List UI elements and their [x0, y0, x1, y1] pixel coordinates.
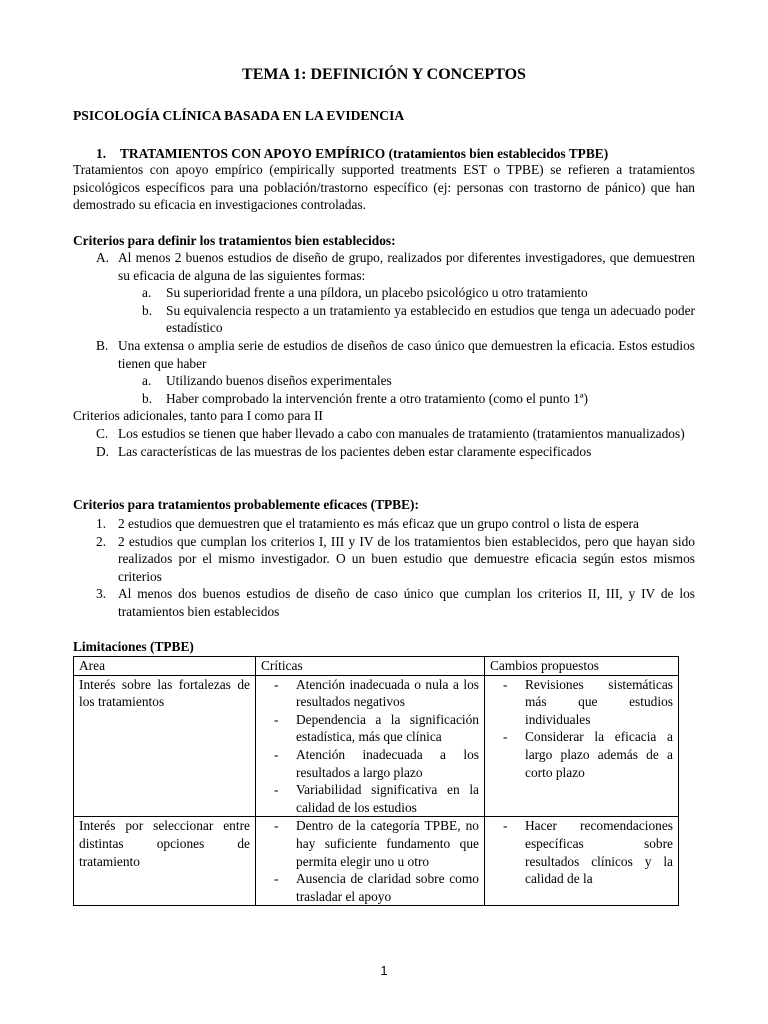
bullet-item	[261, 746, 479, 781]
list-item	[73, 337, 695, 372]
bullet-item	[261, 676, 479, 711]
list-item-text: Utilizando buenos diseños experimentales	[166, 373, 392, 389]
list-marker: a.	[142, 373, 152, 389]
list-item-text: Haber comprobado la intervención frente a otro tratamiento (como el punto 1ª)	[166, 390, 588, 406]
subsection-heading-text: TRATAMIENTOS CON APOYO EMPÍRICO (tratamientos bien establecidos TPBE)	[120, 146, 609, 161]
additional-criteria-label: Criterios adicionales, tanto para I como para II	[73, 408, 323, 424]
list-marker: B.	[96, 337, 109, 353]
bullet-text: Atención inadecuada a los resultados a largo plazo	[296, 746, 479, 780]
bullet-item	[490, 676, 673, 729]
list-marker: D.	[96, 443, 110, 459]
limitations-heading: Limitaciones (TPBE)	[73, 639, 194, 654]
dash-bullet: -	[274, 818, 279, 834]
list-marker: b.	[142, 390, 153, 406]
column-header-cambios: Cambios propuestos	[485, 657, 679, 676]
bullet-text: Ausencia de claridad sobre como trasladar el apoyo	[296, 871, 479, 904]
dash-bullet: -	[274, 746, 279, 762]
list-item	[73, 515, 695, 533]
bullet-text: Revisiones sistemáticas más que estudios individuales	[525, 676, 673, 727]
list-item-text: Al menos 2 buenos estudios de diseño de grupo, realizados por diferentes investigadores, que demuestren su eficacia de alguna de las siguientes formas:	[118, 250, 695, 283]
list-item	[73, 249, 695, 284]
intro-paragraph: Tratamientos con apoyo empírico (empirically supported treatments EST o TPBE) se refieren a tratamientos psicológicos específicos para una población/trastorno específico (ej: personas con trastorno de pánico) que han demostrado su eficacia en investigaciones controladas.	[73, 162, 695, 213]
table-cell-criticas	[256, 675, 485, 817]
bullet-item	[261, 817, 479, 870]
list-item-text: Su equivalencia respecto a un tratamiento ya establecido en estudios que tenga un adecuado poder estadístico	[166, 302, 695, 336]
list-item	[73, 443, 695, 461]
dash-bullet: -	[503, 818, 508, 834]
table-cell-cambios	[485, 675, 679, 817]
dash-bullet: -	[274, 676, 279, 692]
sub-item	[73, 372, 695, 390]
limitations-table	[73, 656, 679, 906]
criteria-probable-heading: Criterios para tratamientos probablemente eficaces (TPBE):	[73, 497, 419, 512]
list-marker: b.	[142, 302, 153, 318]
list-marker: a.	[142, 285, 152, 301]
list-item-text: Las características de las muestras de los pacientes deben estar claramente especificados	[118, 443, 592, 459]
list-item	[73, 585, 695, 620]
list-marker: C.	[96, 425, 109, 441]
list-item-text: 2 estudios que demuestren que el tratamiento es más eficaz que un grupo control o lista de espera	[118, 516, 639, 531]
list-item-text: Al menos dos buenos estudios de diseño de caso único que cumplan los criterios II, III, y IV de los tratamientos bien establecidos	[118, 586, 695, 619]
list-item-text: Los estudios se tienen que haber llevado a cabo con manuales de tratamiento (tratamientos manualizados)	[118, 425, 685, 441]
bullet-text: Hacer recomendaciones específicas sobre resultados clínicos y la calidad de la	[525, 818, 673, 887]
bullet-text: Considerar la eficacia a largo plazo además de a corto plazo	[525, 729, 673, 780]
table-row	[74, 675, 679, 817]
sub-item	[73, 284, 695, 302]
bullet-text: Dentro de la categoría TPBE, no hay suficiente fundamento que permita elegir uno u otro	[296, 818, 479, 869]
criteria-established-heading: Criterios para definir los tratamientos bien establecidos:	[73, 233, 396, 248]
list-marker: 2.	[96, 533, 107, 549]
table-cell-criticas	[256, 817, 485, 906]
column-header-area: Area	[74, 657, 256, 676]
list-item-text: Una extensa o amplia serie de estudios de diseños de caso único que demuestren la eficacia. Estos estudios tienen que haber	[118, 337, 695, 371]
column-header-criticas: Críticas	[256, 657, 485, 676]
table-header-row	[74, 657, 679, 676]
list-item-text: 2 estudios que cumplan los criterios I, III y IV de los tratamientos bien establecidos, pero que hayan sido realizados por el mismo investigador. O un buen estudio que demuestre eficacia según estos mismos criterios	[118, 533, 695, 584]
list-item	[73, 425, 695, 443]
dash-bullet: -	[274, 711, 279, 727]
table-row	[74, 817, 679, 906]
bullet-text: Atención inadecuada o nula a los resultados negativos	[296, 676, 479, 710]
list-item-text: Su superioridad frente a una píldora, un placebo psicológico u otro tratamiento	[166, 285, 588, 301]
dash-bullet: -	[274, 871, 279, 887]
table-cell-cambios	[485, 817, 679, 906]
bullet-text: Variabilidad significativa en la calidad de los estudios	[296, 782, 479, 815]
dash-bullet: -	[503, 676, 508, 692]
subsection-number: 1.	[96, 146, 107, 161]
page-number: 1	[380, 963, 388, 978]
subsection-heading	[96, 145, 608, 163]
bullet-item	[261, 781, 479, 816]
sub-item	[73, 390, 695, 408]
document-title: TEMA 1: DEFINICIÓN Y CONCEPTOS	[242, 66, 526, 83]
criteria-established-list	[73, 249, 695, 460]
list-item	[73, 533, 695, 586]
criteria-probable-list	[73, 515, 695, 621]
bullet-item	[490, 728, 673, 781]
table-cell-area: Interés por seleccionar entre distintas opciones de tratamiento	[74, 817, 256, 906]
dash-bullet: -	[503, 729, 508, 745]
section-heading: PSICOLOGÍA CLÍNICA BASADA EN LA EVIDENCIA	[73, 108, 405, 123]
list-marker: A.	[96, 250, 110, 265]
sub-item	[73, 302, 695, 337]
bullet-item	[261, 870, 479, 905]
bullet-item	[490, 817, 673, 887]
bullet-item	[261, 711, 479, 746]
bullet-text: Dependencia a la significación estadística, más que clínica	[296, 711, 479, 745]
list-marker: 1.	[96, 516, 107, 531]
list-marker: 3.	[96, 586, 107, 602]
dash-bullet: -	[274, 782, 279, 798]
table-cell-area: Interés sobre las fortalezas de los tratamientos	[74, 675, 256, 817]
